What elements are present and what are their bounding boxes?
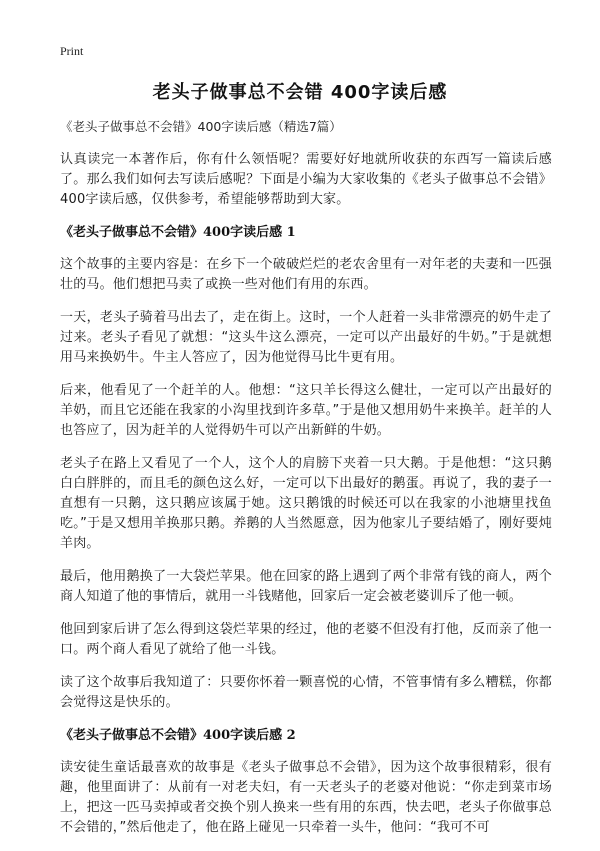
section-1-paragraph-4: 老头子在路上又看见了一个人，这个人的肩膀下夹着一只大鹅。于是他想：“这只鹅白白胖胖的，而且毛的颜色这么好，一定可以下出最好的鹅蛋。再说了，我的妻子一直想有一只鹅，这只鹅应该属于她。这只鹅饿的时候还可以在我家的小池塘里找鱼吃。”于是又想用羊换那只鹅。养鹅的人当然愿意，因为他家儿子要结婚了，刚好要炖羊肉。 — [60, 456, 552, 551]
article-subtitle: 《老头子做事总不会错》400字读后感（精选7篇） — [60, 119, 342, 134]
section-1-paragraph-1: 这个故事的主要内容是：在乡下一个破破烂烂的老农舍里有一对年老的夫妻和一匹强壮的马。他们想把马卖了或换一些对他们有用的东西。 — [60, 257, 552, 292]
section-1-paragraph-3: 后来，他看见了一个赶羊的人。他想：“这只羊长得这么健壮，一定可以产出最好的羊奶，而且它还能在我家的小沟里找到许多草。”于是他又想用奶牛来换羊。赶羊的人也答应了，因为赶羊的人觉得奶牛可以产出新鲜的牛奶。 — [60, 383, 552, 438]
section-1-paragraph-6: 他回到家后讲了怎么得到这袋烂苹果的经过，他的老婆不但没有打他，反而亲了他一口。两个商人看见了就给了他一斗钱。 — [60, 622, 552, 657]
print-link[interactable]: Print — [60, 44, 84, 58]
section-heading-1: 《老头子做事总不会错》400字读后感 1 — [60, 225, 296, 240]
section-2-paragraph-1: 读安徒生童话最喜欢的故事是《老头子做事总不会错》，因为这个故事很精彩，很有趣，他里面讲了：从前有一对老夫妇，有一天老头子的老婆对他说：“你走到菜市场上，把这一匹马卖掉或者交换个别人换来一些有用的东西，快去吧，老头子你做事总不会错的，”然后他走了，他在路上碰见一只牵着一头牛，他问：“我可不可 — [60, 760, 552, 835]
page-title: 老头子做事总不会错 400字读后感 — [152, 82, 448, 103]
section-1-paragraph-7: 读了这个故事后我知道了：只要你怀着一颗喜悦的心情，不管事情有多么糟糕，你都会觉得这是快乐的。 — [60, 675, 552, 710]
section-heading-2: 《老头子做事总不会错》400字读后感 2 — [60, 728, 296, 743]
section-1-paragraph-5: 最后，他用鹅换了一大袋烂苹果。他在回家的路上遇到了两个非常有钱的商人，两个商人知道了他的事情后，就用一斗钱赌他，回家后一定会被老婆训斥了他一顿。 — [60, 569, 552, 604]
intro-paragraph: 认真读完一本著作后，你有什么领悟呢？需要好好地就所收获的东西写一篇读后感了。那么我们如何去写读后感呢？下面是小编为大家收集的《老头子做事总不会错》400字读后感，仅供参考，希望能够帮助到大家。 — [60, 152, 552, 207]
article-body — [60, 118, 552, 851]
section-1-paragraph-2: 一天，老头子骑着马出去了，走在街上。这时，一个人赶着一头非常漂亮的奶牛走了过来。老头子看见了就想：“这头牛这么漂亮，一定可以产出最好的牛奶。”于是就想用马来换奶牛。牛主人答应了，因为他觉得马比牛更有用。 — [60, 310, 552, 365]
